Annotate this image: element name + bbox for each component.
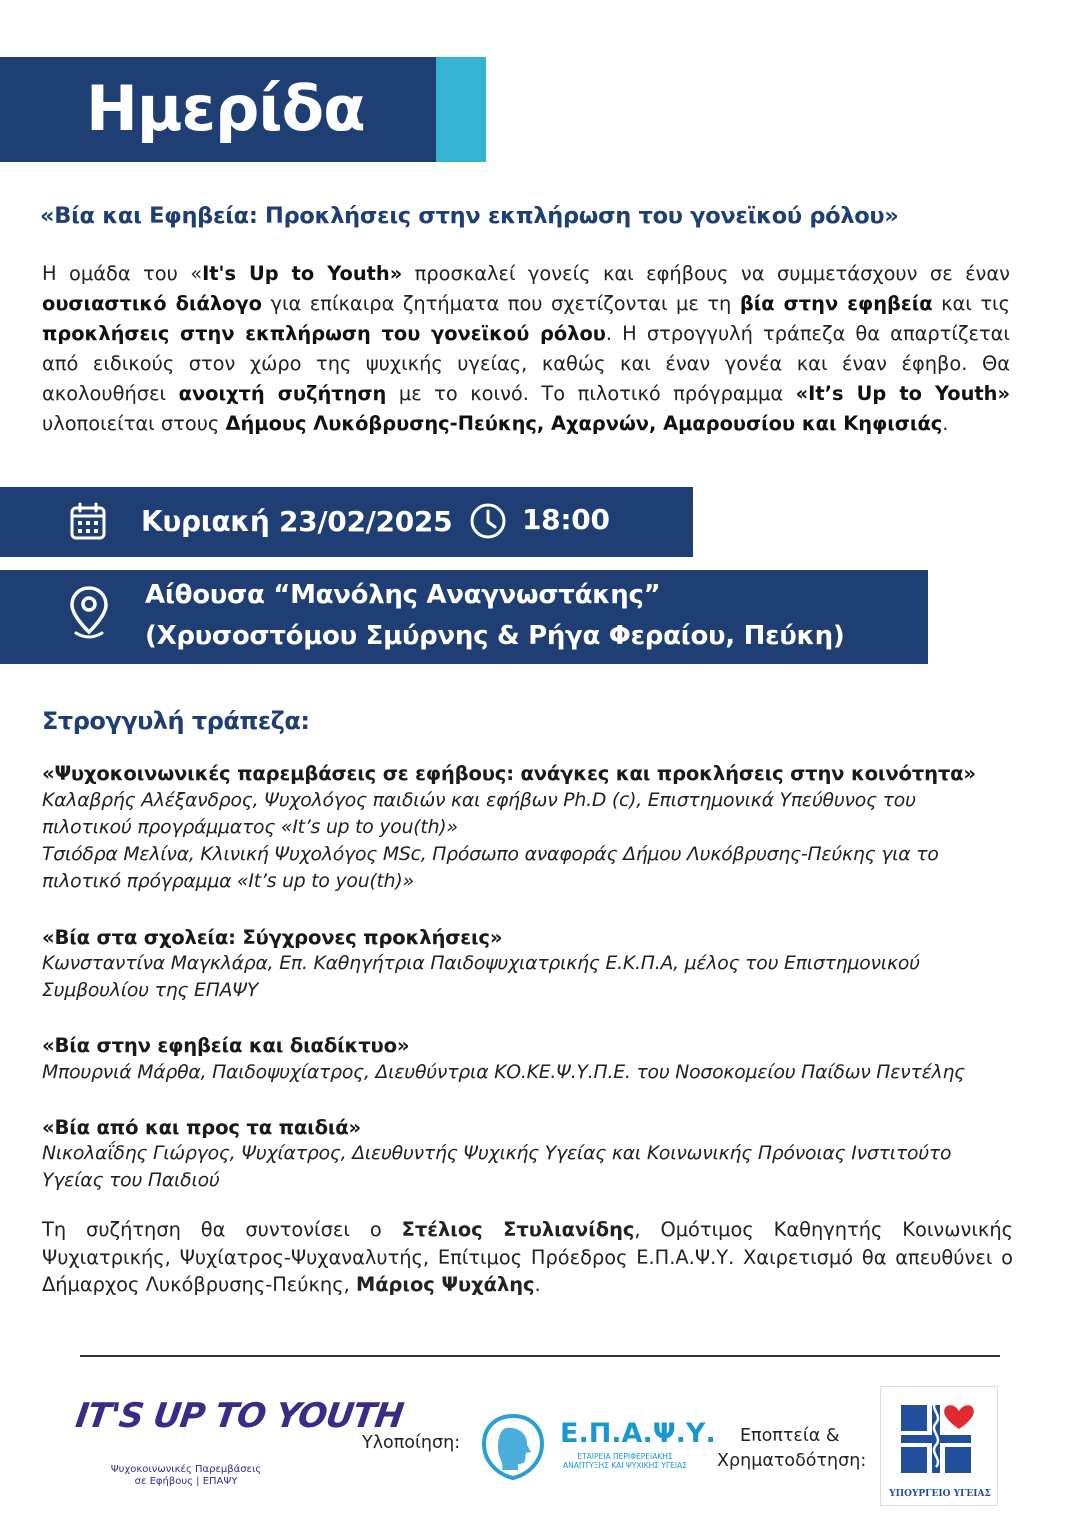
- page-title: Ημερίδα: [86, 72, 365, 145]
- program-logo-text: IT'S UP TO YOUTH: [73, 1396, 406, 1436]
- venue-address: (Χρυσοστόμου Σμύρνης & Ρήγα Φεραίου, Πεύκη): [145, 621, 845, 651]
- speaker-line: Μπουρνιά Μάρθα, Παιδοψυχίατρος, Διευθύντρια ΚΟ.ΚΕ.Ψ.Υ.Π.Ε. του Νοσοκομείου Παίδων Πεντέλης: [42, 1062, 965, 1083]
- epapsy-subtitle: ΑΝΑΠΤΥΞΗΣ ΚΑΙ ΨΥΧΙΚΗΣ ΥΓΕΙΑΣ: [563, 1461, 687, 1470]
- program-tagline: σε Εφήβους | ΕΠΑΨΥ: [134, 1476, 238, 1487]
- talk-title: «Ψυχοκοινωνικές παρεμβάσεις σε εφήβους: ανάγκες και προκλήσεις στην κοινότητα»: [42, 762, 976, 785]
- round-table-heading: Στρογγυλή τράπεζα:: [42, 707, 310, 735]
- speaker-line: Καλαβρής Αλέξανδρος, Ψυχολόγος παιδιών και εφήβων Ph.D (c), Επιστημονικά Υπεύθυνος του: [42, 790, 916, 811]
- implementation-label: Υλοποίηση:: [362, 1433, 461, 1453]
- ministry-cross-icon: [893, 1395, 989, 1483]
- event-date: Κυριακή 23/02/2025: [141, 505, 453, 538]
- program-logo: [73, 1392, 406, 1492]
- footer-divider: [80, 1355, 1000, 1357]
- speaker-line: Νικολαΐδης Γιώργος, Ψυχίατρος, Διευθυντής Ψυχικής Υγείας και Κοινωνικής Πρόνοιας Ινστιτούτο: [42, 1143, 952, 1164]
- location-pin-icon: [68, 585, 110, 641]
- talk-title: «Βία στα σχολεία: Σύγχρονες προκλήσεις»: [42, 926, 503, 949]
- intro-paragraph: Η ομάδα του «It's Up to Youth» προσκαλεί γονείς και εφήβους να συμμετάσχουν σε έναν ουσιαστικό διάλογο για επίκαιρα ζητήματα που σχετίζονται με τη βία στην εφηβεία και τις προκλήσεις στην εκπλήρωση του γονεϊκού ρόλου. Η στρογγυλή τράπεζα θα απαρτίζεται από ειδικούς στον χώρο της ψυχικής υγείας, καθώς και έναν γονέα και έναν έφηβο. Θα ακολουθήσει ανοιχτή συζήτηση με το κοινό. Το πιλοτικό πρόγραμμα «It’s Up to Youth» υλοποιείται στους Δήμους Λυκόβρυσης-Πεύκης, Αχαρνών, Αμαρουσίου και Κηφισιάς.: [42, 262, 1011, 435]
- calendar-icon: [70, 502, 106, 540]
- supervision-label: Εποπτεία &: [740, 1426, 840, 1446]
- event-subtitle: «Βία και Εφηβεία: Προκλήσεις στην εκπλήρωση του γονεϊκού ρόλου»: [40, 203, 899, 229]
- event-time: 18:00: [522, 503, 610, 536]
- talk-title: «Βία από και προς τα παιδιά»: [42, 1116, 362, 1139]
- supervision-label: Χρηματοδότηση:: [717, 1451, 867, 1471]
- title-banner-accent: [436, 57, 486, 162]
- epapsy-name: Ε.Π.Α.Ψ.Υ.: [560, 1418, 716, 1449]
- speaker-line: Τσιόδρα Μελίνα, Κλινική Ψυχολόγος MSc, Πρόσωπο αναφοράς Δήμου Λυκόβρυσης-Πεύκης για το: [42, 844, 939, 865]
- program-tagline: Ψυχοκοινωνικές Παρεμβάσεις: [110, 1464, 262, 1475]
- talk-title: «Βία στην εφηβεία και διαδίκτυο»: [42, 1034, 410, 1057]
- ministry-logo: [880, 1386, 998, 1506]
- speaker-line: Υγείας του Παιδιού: [42, 1170, 220, 1191]
- speaker-line: Κωνσταντίνα Μαγκλάρα, Επ. Καθηγήτρια Παιδοψυχιατρικής Ε.Κ.Π.Α, μέλος του Επιστημονικού: [42, 953, 920, 974]
- ministry-name: ΥΠΟΥΡΓΕΙΟ ΥΓΕΙΑΣ: [889, 1489, 991, 1499]
- closing-paragraph: Τη συζήτηση θα συντονίσει ο Στέλιος Στυλιανίδης, Ομότιμος Καθηγητής Κοινωνικής Ψυχιατρικής, Ψυχίατρος-Ψυχαναλυτής, Επίτιμος Πρόεδρος Ε.Π.Α.Ψ.Υ. Χαιρετισμό θα απευθύνει ο Δήμαρχος Λυκόβρυσης-Πεύκης, Μάριος Ψυχάλης.: [42, 1218, 1013, 1296]
- speaker-line: πιλοτικού προγράμματος «It’s up to you(th)»: [42, 817, 458, 838]
- epapsy-subtitle: ΕΤΑΙΡΕΙΑ ΠΕΡΙΦΕΡΕΙΑΚΗΣ: [577, 1452, 673, 1461]
- clock-icon: [469, 502, 507, 540]
- speaker-line: πιλοτικό πρόγραμμα «It’s up to you(th)»: [42, 871, 414, 892]
- speaker-line: Συμβουλίου της ΕΠΑΨΥ: [42, 980, 259, 1001]
- venue-name: Αίθουσα “Μανόλης Αναγνωστάκης”: [145, 580, 661, 610]
- epapsy-head-icon: [478, 1412, 548, 1482]
